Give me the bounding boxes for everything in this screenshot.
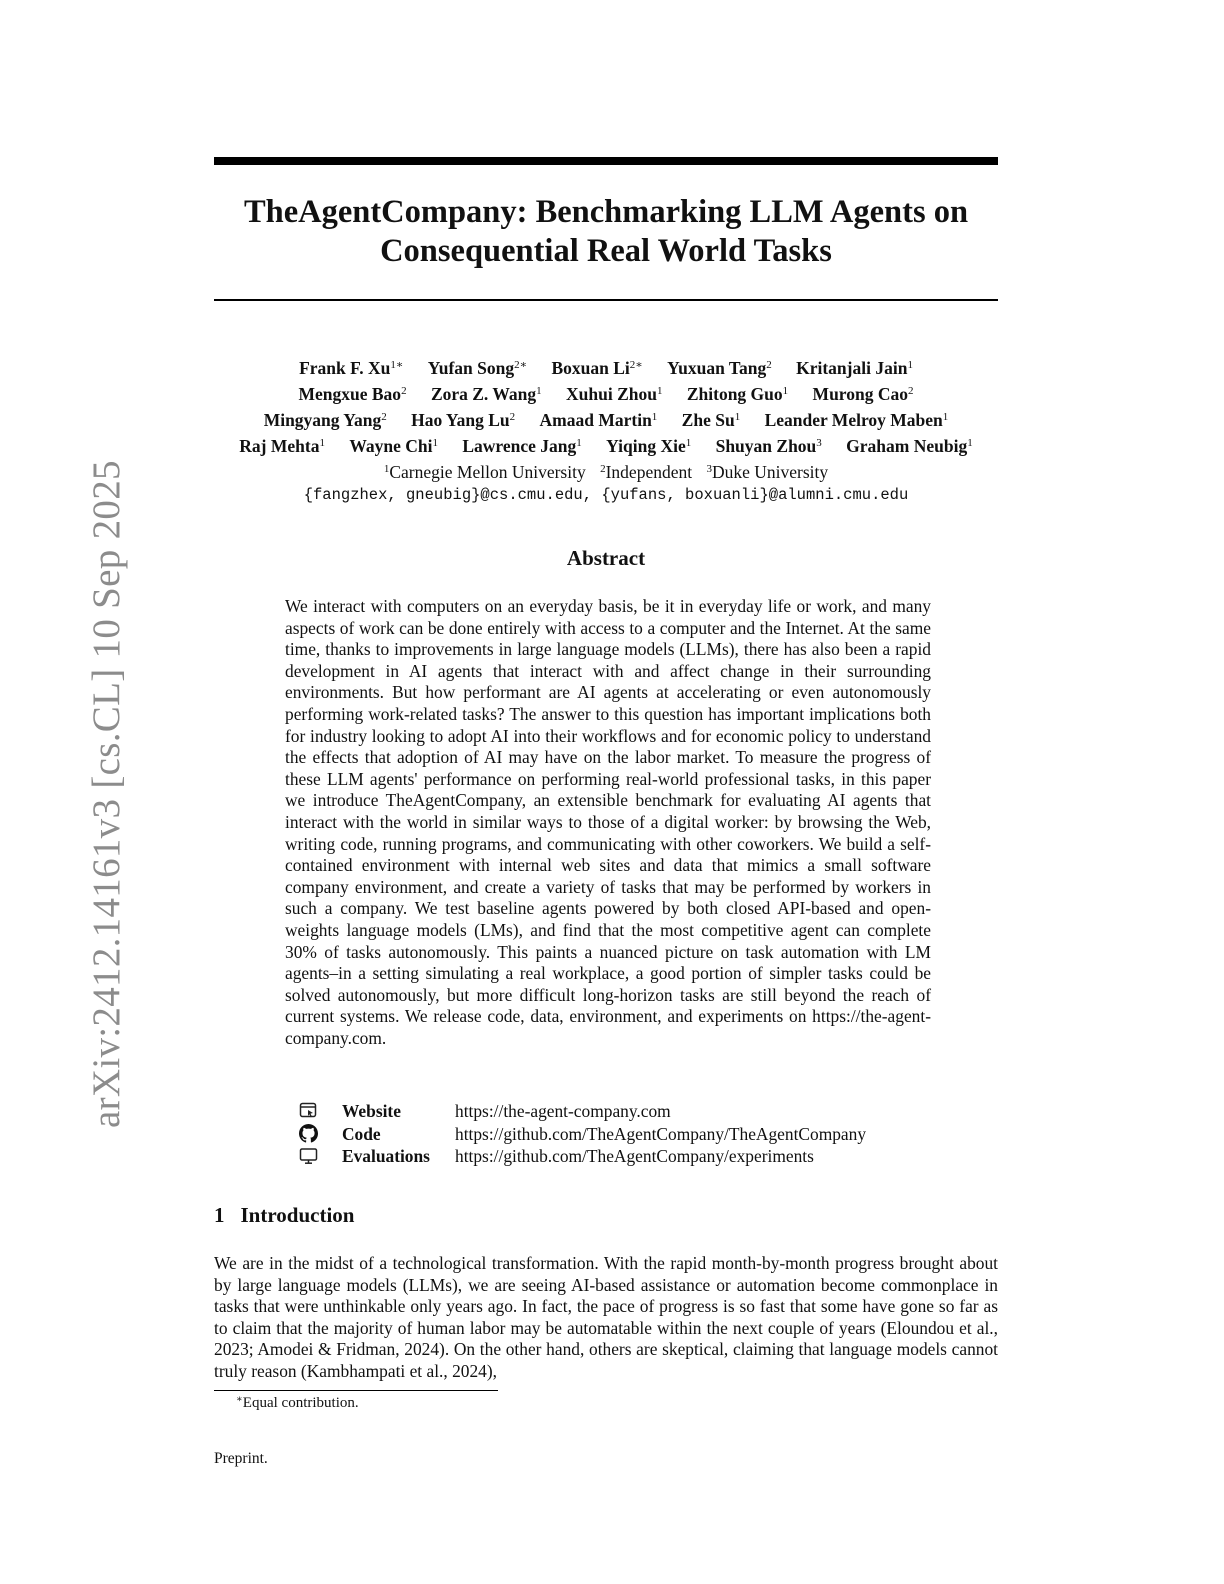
monitor-icon bbox=[296, 1146, 320, 1166]
author: Xuhui Zhou$^1$ bbox=[566, 384, 663, 404]
title-bottom-rule bbox=[214, 299, 998, 301]
section-number: 1 bbox=[214, 1203, 225, 1227]
link-row-code bbox=[296, 1123, 866, 1146]
author: Shuyan Zhou$^3$ bbox=[715, 436, 822, 456]
website-icon bbox=[296, 1101, 320, 1121]
link-label: Evaluations bbox=[342, 1146, 430, 1166]
arxiv-id: arXiv:2412.14161v3 [cs.CL] 10 Sep 2025 bbox=[85, 460, 128, 1128]
author: Yuxuan Tang$^2$ bbox=[667, 358, 772, 378]
section-title: Introduction bbox=[240, 1203, 355, 1227]
evaluations-link[interactable]: https://github.com/TheAgentCompany/experiments bbox=[455, 1146, 814, 1166]
title-top-rule bbox=[214, 157, 998, 165]
author: Amaad Martin$^1$ bbox=[539, 410, 658, 430]
github-icon bbox=[296, 1124, 320, 1144]
author: Graham Neubig$^1$ bbox=[846, 436, 973, 456]
author: Zhe Su$^1$ bbox=[681, 410, 741, 430]
author-emails: {fangzhex, gneubig}@cs.cmu.edu, {yufans, boxuanli}@alumni.cmu.edu bbox=[303, 486, 909, 504]
author-block bbox=[214, 354, 998, 507]
affiliation: $^3$Duke University bbox=[706, 462, 829, 482]
footnote-mark: ∗ bbox=[236, 1394, 243, 1405]
section-heading-introduction bbox=[214, 1203, 354, 1228]
resource-links bbox=[296, 1100, 866, 1168]
arxiv-watermark bbox=[20, 438, 128, 1128]
affiliations bbox=[214, 458, 998, 484]
affiliation: $^1$Carnegie Mellon University bbox=[383, 462, 586, 482]
website-link[interactable]: https://the-agent-company.com bbox=[455, 1101, 671, 1121]
author: Mingyang Yang$^2$ bbox=[263, 410, 387, 430]
author: Lawrence Jang$^1$ bbox=[462, 436, 582, 456]
footnote-rule bbox=[214, 1390, 498, 1391]
introduction-text: We are in the midst of a technological transformation. With the rapid month-by-month progress brought about by large language models (LLMs), we are seeing AI-based assistance or automation become commonplace in tasks that were unthinkable only years ago. In fact, the pace of progress is so fast that some have gone so far as to claim that the majority of human labor may be automatable within the next couple of years (Eloundou et al., 2023; Amodei & Fridman, 2024). On the other hand, others are skeptical, claiming that language models cannot truly reason (Kambhampati et al., 2024), bbox=[214, 1253, 998, 1381]
author-line bbox=[214, 432, 998, 458]
author: Mengxue Bao$^2$ bbox=[298, 384, 407, 404]
abstract-heading: Abstract bbox=[566, 546, 646, 570]
author-line bbox=[214, 406, 998, 432]
title-line-1: TheAgentCompany: Benchmarking LLM Agents on bbox=[243, 194, 969, 230]
author: Kritanjali Jain$^1$ bbox=[796, 358, 913, 378]
author-line bbox=[214, 380, 998, 406]
author: Zora Z. Wang$^1$ bbox=[430, 384, 542, 404]
page-footer: Preprint. bbox=[214, 1450, 268, 1467]
author: Yufan Song$^{2∗}$ bbox=[427, 358, 528, 378]
title-line-2: Consequential Real World Tasks bbox=[380, 233, 832, 269]
author-line bbox=[214, 354, 998, 380]
abstract-text: We interact with computers on an everyday basis, be it in everyday life or work, and many aspects of work can be done entirely with access to a computer and the Internet. At the same time, thanks to improvements in large language models (LLMs), there has also been a rapid development in AI agents that interact with and affect change in their surrounding environments. But how performant are AI agents at accelerating or even autonomously performing work-related tasks? The answer to this question has important implications both for industry looking to adopt AI into their workflows and for economic policy to understand the effects that adoption of AI may have on the labor market. To measure the progress of these LLM agents' performance on performing real-world professional tasks, in this paper we introduce TheAgentCompany, an extensible benchmark for evaluating AI agents that interact with the world in similar ways to those of a digital worker: by browsing the Web, writing code, running programs, and communicating with other coworkers. We build a self-contained environment with internal web sites and data that mimics a small software company environment, and create a variety of tasks that may be performed by workers in such a company. We test baseline agents powered by both closed API-based and open-weights language models (LMs), and find that the most competitive agent can complete 30% of tasks autonomously. This paints a nuanced picture on task automation with LM agents–in a setting simulating a real workplace, a good portion of simpler tasks could be solved autonomously, but more difficult long-horizon tasks are still beyond the reach of current systems. We release code, data, environment, and experiments on https://the-agent-company.com. bbox=[285, 596, 931, 1048]
link-row-evaluations bbox=[296, 1145, 866, 1168]
author: Leander Melroy Maben$^1$ bbox=[764, 410, 949, 430]
author: Murong Cao$^2$ bbox=[812, 384, 914, 404]
footnote bbox=[236, 1394, 359, 1412]
author: Wayne Chi$^1$ bbox=[349, 436, 438, 456]
link-label: Code bbox=[342, 1123, 381, 1144]
author: Hao Yang Lu$^2$ bbox=[411, 410, 516, 430]
author: Boxuan $Li^{2∗}$ bbox=[551, 358, 643, 378]
author: Raj Mehta$^1$ bbox=[239, 436, 325, 456]
affiliation: $^2$Independent bbox=[600, 462, 693, 482]
link-row-website bbox=[296, 1100, 866, 1123]
author: Yiqing Xie$^1$ bbox=[606, 436, 692, 456]
code-link[interactable]: https://github.com/TheAgentCompany/TheAgentCompany bbox=[455, 1123, 867, 1144]
author: Zhitong Guo$^1$ bbox=[686, 384, 789, 404]
author: Frank F. $Xu^{1∗}$ bbox=[299, 358, 404, 378]
paper-title bbox=[214, 193, 998, 271]
footnote-text: Equal contribution. bbox=[242, 1395, 359, 1411]
link-label: Website bbox=[342, 1101, 401, 1121]
